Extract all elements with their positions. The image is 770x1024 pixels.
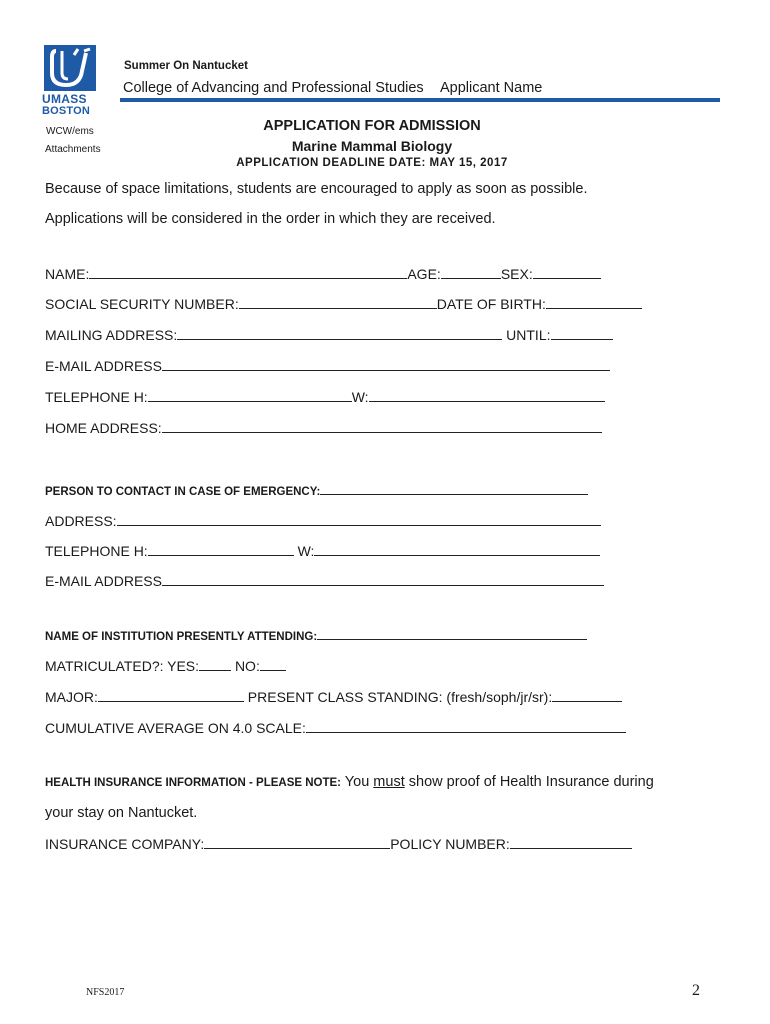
insurance-note-rest: show proof of Health Insurance during <box>408 774 654 790</box>
email-row <box>45 358 610 374</box>
emergency-email-row <box>45 573 604 589</box>
intro-line-2: Applications will be considered in the order in which they are received. <box>45 211 496 227</box>
age-label: AGE: <box>407 266 441 282</box>
intro-line-1: Because of space limitations, students are encouraged to apply as soon as possible. <box>45 181 588 197</box>
matriculated-no-field[interactable] <box>260 658 286 671</box>
matriculated-yes-field[interactable] <box>199 658 231 671</box>
ssn-field[interactable] <box>239 296 437 309</box>
institution-field[interactable] <box>317 627 587 640</box>
sex-label: SEX: <box>500 266 533 282</box>
email-field[interactable] <box>162 358 610 371</box>
telephone-work-field[interactable] <box>369 389 605 402</box>
insurance-company-label: INSURANCE COMPANY: <box>45 836 205 852</box>
home-address-label: HOME ADDRESS: <box>45 420 162 436</box>
footer-code: NFS2017 <box>86 987 125 998</box>
logo-text-umass: UMASS <box>42 92 87 106</box>
cumulative-average-label: CUMULATIVE AVERAGE ON 4.0 SCALE: <box>45 720 306 736</box>
emergency-email-field[interactable] <box>162 573 604 586</box>
insurance-note-line2: your stay on Nantucket. <box>45 805 198 821</box>
insurance-heading: HEALTH INSURANCE INFORMATION - PLEASE NOTE: <box>45 777 342 789</box>
insurance-note-row <box>45 774 654 790</box>
telephone-work-label: W: <box>351 389 369 405</box>
emergency-telephone-row <box>45 543 600 559</box>
ssn-row <box>45 296 642 312</box>
telephone-home-label: TELEPHONE H: <box>45 389 148 405</box>
header-rule <box>120 98 720 102</box>
logo-text-boston: BOSTON <box>42 105 91 117</box>
until-field[interactable] <box>551 327 613 340</box>
home-address-row <box>45 420 602 436</box>
email-label: E-MAIL ADDRESS <box>45 358 162 374</box>
class-standing-label: PRESENT CLASS STANDING: (fresh/soph/jr/sr): <box>247 689 553 705</box>
average-row <box>45 720 626 736</box>
insurance-note-must: must <box>373 774 405 790</box>
ssn-label: SOCIAL SECURITY NUMBER: <box>45 296 239 312</box>
emergency-telephone-work-label: W: <box>297 543 315 559</box>
umass-u-emblem-icon <box>44 45 96 91</box>
mailing-row <box>45 327 613 343</box>
name-field[interactable] <box>89 266 407 279</box>
name-label: NAME: <box>45 266 90 282</box>
initials-note: WCW/ems <box>46 126 94 137</box>
institution-heading: NAME OF INSTITUTION PRESENTLY ATTENDING: <box>45 631 318 643</box>
umass-boston-logo <box>42 45 98 119</box>
mailing-address-label: MAILING ADDRESS: <box>45 327 178 343</box>
insurance-company-field[interactable] <box>204 836 390 849</box>
dob-field[interactable] <box>546 296 642 309</box>
matriculated-row <box>45 658 286 674</box>
major-row <box>45 689 622 705</box>
course-title: Marine Mammal Biology <box>291 138 453 154</box>
telephone-home-field[interactable] <box>148 389 352 402</box>
form-title: APPLICATION FOR ADMISSION <box>263 118 481 134</box>
deadline-title: APPLICATION DEADLINE DATE: MAY 15, 2017 <box>236 157 508 169</box>
applicant-name-label: Applicant Name <box>440 80 543 96</box>
emergency-row <box>45 482 588 498</box>
cumulative-average-field[interactable] <box>306 720 626 733</box>
emergency-telephone-work-field[interactable] <box>314 543 600 556</box>
name-row <box>45 266 601 282</box>
emergency-telephone-home-label: TELEPHONE H: <box>45 543 148 559</box>
until-label: UNTIL: <box>506 327 551 343</box>
home-address-field[interactable] <box>162 420 602 433</box>
age-field[interactable] <box>441 266 501 279</box>
class-standing-field[interactable] <box>552 689 622 702</box>
emergency-email-label: E-MAIL ADDRESS <box>45 573 162 589</box>
program-name: Summer On Nantucket <box>124 60 248 72</box>
emergency-heading: PERSON TO CONTACT IN CASE OF EMERGENCY: <box>45 486 321 498</box>
policy-number-label: POLICY NUMBER: <box>390 836 510 852</box>
matriculated-no-label: NO: <box>234 658 260 674</box>
institution-row <box>45 627 587 643</box>
insurance-note-you: You <box>344 774 370 790</box>
matriculated-yes-label: MATRICULATED?: YES: <box>45 658 200 674</box>
insurance-row <box>45 836 632 852</box>
major-field[interactable] <box>98 689 244 702</box>
emergency-telephone-home-field[interactable] <box>148 543 294 556</box>
attachments-note: Attachments <box>45 144 101 155</box>
page-number: 2 <box>692 982 700 999</box>
major-label: MAJOR: <box>45 689 98 705</box>
sex-field[interactable] <box>533 266 601 279</box>
mailing-address-field[interactable] <box>177 327 502 340</box>
policy-number-field[interactable] <box>510 836 632 849</box>
emergency-address-row <box>45 513 601 529</box>
emergency-address-label: ADDRESS: <box>45 513 117 529</box>
college-name: College of Advancing and Professional Studies <box>123 80 424 96</box>
dob-label: DATE OF BIRTH: <box>436 296 546 312</box>
emergency-contact-field[interactable] <box>320 482 588 495</box>
emergency-address-field[interactable] <box>117 513 601 526</box>
telephone-row <box>45 389 605 405</box>
